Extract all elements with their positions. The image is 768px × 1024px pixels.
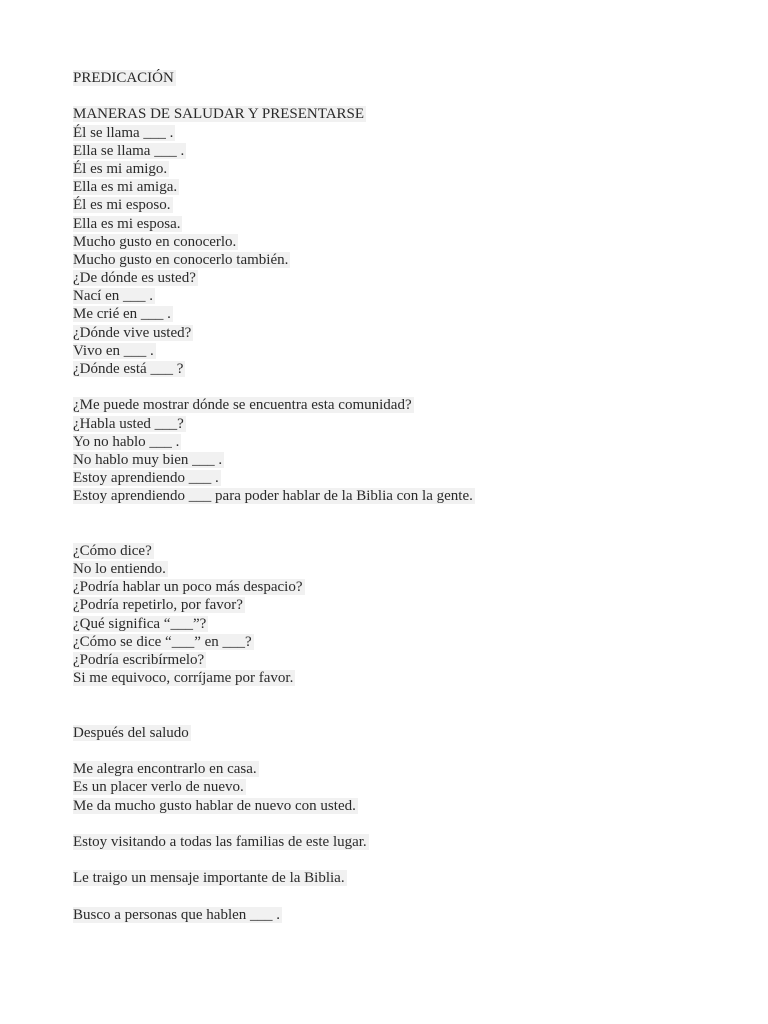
spacer — [73, 378, 753, 396]
text-line: ¿Podría repetirlo, por favor? — [73, 597, 243, 614]
document-title: PREDICACIÓN — [73, 70, 174, 86]
text-line: Me alegra encontrarlo en casa. — [73, 761, 257, 778]
text-line: ¿Habla usted ___? — [73, 415, 184, 432]
text-line: Yo no hablo ___ . — [73, 433, 180, 450]
spacer — [73, 87, 753, 105]
text-line: Me da mucho gusto hablar de nuevo con usted. — [73, 797, 356, 814]
text-line: Vivo en ___ . — [73, 342, 154, 359]
greetings-list — [73, 124, 753, 379]
text-line: Ella es mi esposa. — [73, 215, 181, 232]
section-heading-greetings: MANERAS DE SALUDAR Y PRESENTARSE — [73, 106, 365, 123]
text-line: ¿De dónde es usted? — [73, 270, 196, 287]
text-line: ¿Me puede mostrar dónde se encuentra esta comunidad? — [73, 397, 412, 414]
text-line: Mucho gusto en conocerlo. — [73, 233, 237, 250]
text-line: Ella se llama ___ . — [73, 142, 185, 159]
text-line: ¿Dónde está ___ ? — [73, 361, 184, 377]
spacer — [73, 887, 753, 905]
text-line: Mucho gusto en conocerlo también. — [73, 251, 289, 268]
section-heading-after-greeting: Después del saludo — [73, 724, 189, 741]
text-line: No hablo muy bien ___ . — [73, 451, 223, 468]
text-line: Le traigo un mensaje importante de la Biblia. — [73, 870, 345, 887]
text-line: Estoy visitando a todas las familias de este lugar. — [73, 833, 367, 850]
language-list — [73, 396, 753, 505]
document-page — [73, 69, 753, 924]
text-line: ¿Dónde vive usted? — [73, 324, 192, 341]
text-line: Estoy aprendiendo ___ . — [73, 470, 219, 487]
text-line: Si me equivoco, corríjame por favor. — [73, 670, 294, 687]
text-line: ¿Cómo dice? — [73, 542, 152, 559]
text-line: ¿Cómo se dice “___” en ___? — [73, 633, 252, 650]
text-line: Él es mi amigo. — [73, 160, 168, 177]
spacer — [73, 506, 753, 542]
spacer — [73, 851, 753, 869]
text-line: Busco a personas que hablen ___ . — [73, 906, 281, 923]
text-line: Ella es mi amiga. — [73, 179, 178, 196]
text-line: Él se llama ___ . — [73, 124, 174, 141]
text-line: No lo entiendo. — [73, 561, 166, 578]
text-line: Nací en ___ . — [73, 288, 153, 305]
clarification-list — [73, 542, 753, 688]
spacer — [73, 742, 753, 760]
text-line: Estoy aprendiendo ___ para poder hablar de la Biblia con la gente. — [73, 488, 473, 505]
text-line: ¿Podría escribírmelo? — [73, 652, 205, 669]
text-line: Me crié en ___ . — [73, 306, 171, 323]
spacer — [73, 815, 753, 833]
spacer — [73, 687, 753, 723]
after-greeting-list — [73, 760, 753, 815]
text-line: ¿Podría hablar un poco más despacio? — [73, 579, 303, 596]
text-line: Él es mi esposo. — [73, 197, 171, 214]
text-line: Es un placer verlo de nuevo. — [73, 779, 244, 796]
text-line: ¿Qué significa “___”? — [73, 615, 207, 632]
